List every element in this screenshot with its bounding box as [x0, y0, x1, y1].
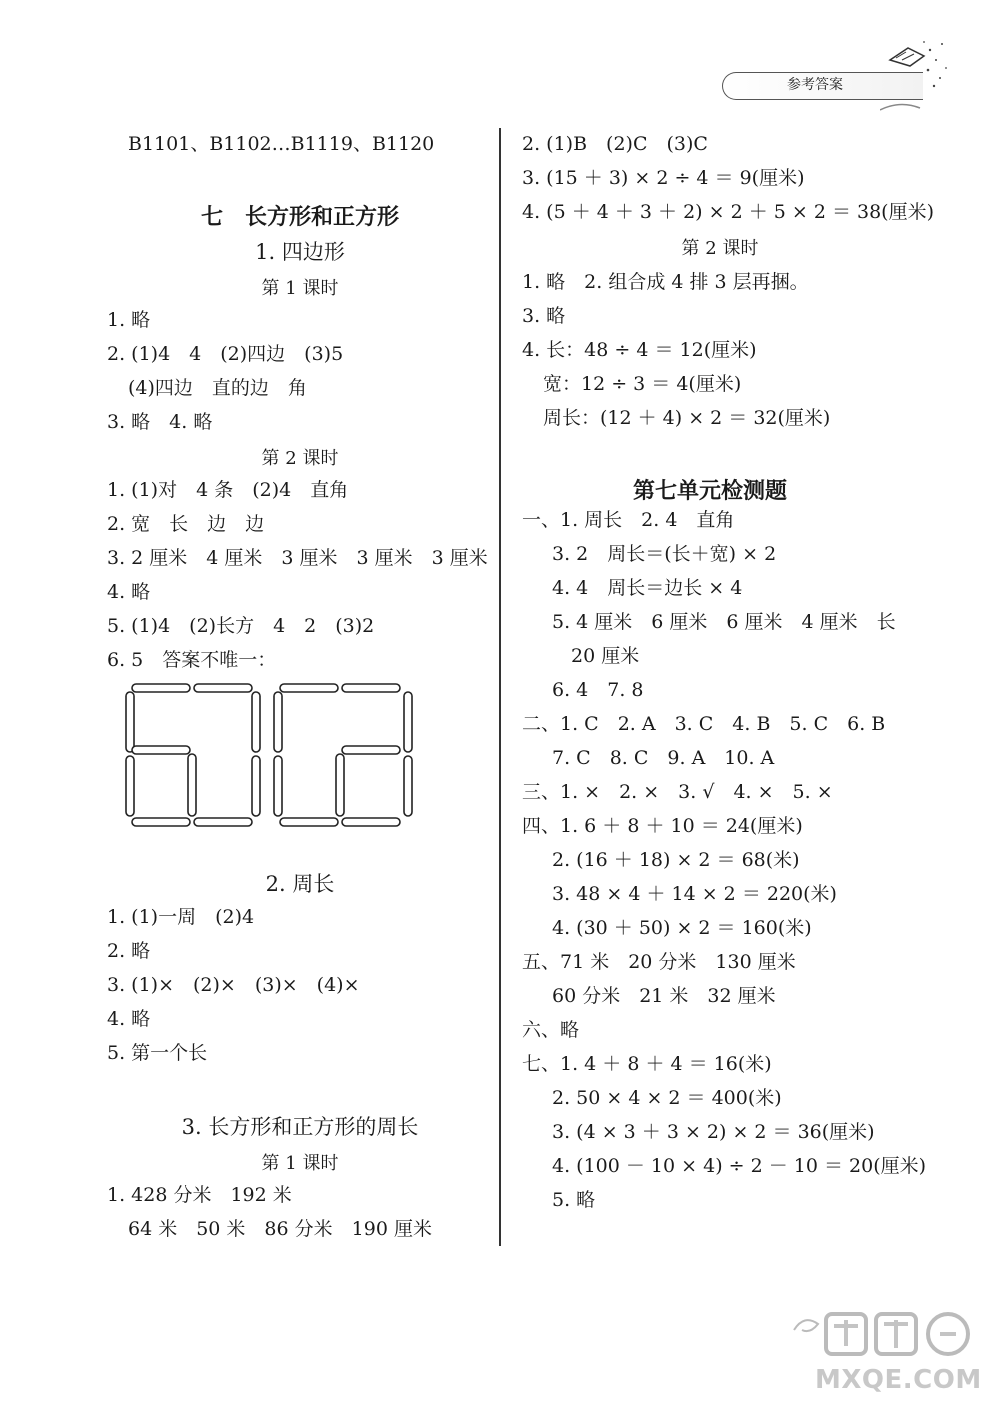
answer-line: 4. (30 ＋ 50) × 2 ＝ 160(米)	[552, 917, 812, 939]
watermark-logo	[790, 1300, 980, 1362]
answer-line: 6. 5 答案不唯一：	[107, 649, 277, 671]
answer-line: 3. 2 周长＝(长＋宽) × 2	[552, 543, 777, 565]
header-label: 参考答案	[787, 77, 843, 93]
answer-line: 4. 4 周长＝边长 × 4	[552, 577, 743, 599]
answer-line: 5. (1)4 (2)长方 4 2 (3)2	[107, 615, 375, 637]
answer-line: 4. 略	[107, 581, 151, 603]
answer-line: 4. (5 ＋ 4 ＋ 3 ＋ 2) × 2 ＋ 5 × 2 ＝ 38(厘米)	[522, 201, 935, 223]
answer-line: 60 分米 21 米 32 厘米	[552, 985, 776, 1007]
answer-line: 3. (1)× (2)× (3)× (4)×	[107, 974, 360, 996]
section-1-title: 1. 四边形	[255, 240, 345, 264]
answer-line: 4. 长：48 ÷ 4 ＝ 12(厘米)	[522, 339, 757, 361]
answer-line: 宽：12 ÷ 3 ＝ 4(厘米)	[543, 373, 742, 395]
right-lesson-2: 第 2 课时	[681, 238, 759, 259]
section-2-title: 2. 周长	[265, 872, 335, 896]
answer-line: 四、1. 6 ＋ 8 ＋ 10 ＝ 24(厘米)	[522, 815, 803, 837]
answer-line: 2. 50 × 4 × 2 ＝ 400(米)	[552, 1087, 782, 1109]
answer-line: 2. 略	[107, 940, 151, 962]
unit-test-title: 第七单元检测题	[632, 478, 787, 504]
section-3-title: 3. 长方形和正方形的周长	[181, 1115, 419, 1139]
section-3-lesson-1: 第 1 课时	[261, 1153, 339, 1174]
answer-line: 1. (1)对 4 条 (2)4 直角	[107, 479, 349, 501]
section-1-lesson-1: 第 1 课时	[261, 278, 339, 299]
answer-line: 20 厘米	[571, 645, 640, 667]
answer-line: 2. 宽 长 边 边	[107, 513, 265, 535]
answer-line: 七、1. 4 ＋ 8 ＋ 4 ＝ 16(米)	[522, 1053, 772, 1075]
watermark-text: MXQE.COM	[815, 1365, 982, 1395]
answer-line: 3. 略	[522, 305, 566, 327]
answer-line: 1. 略 2. 组合成 4 排 3 层再捆。	[522, 271, 809, 293]
answer-line: 2. (16 ＋ 18) × 2 ＝ 68(米)	[552, 849, 800, 871]
chapter-title: 七 长方形和正方形	[200, 204, 399, 230]
answer-line: 一、1. 周长 2. 4 直角	[522, 509, 735, 531]
answer-line: 3. 48 × 4 ＋ 14 × 2 ＝ 220(米)	[552, 883, 837, 905]
answer-line: 4. 略	[107, 1008, 151, 1030]
answer-line: 1. (1)一周 (2)4	[107, 906, 255, 928]
answer-line: 二、1. C 2. A 3. C 4. B 5. C 6. B	[522, 713, 886, 735]
answer-line: 2. (1)4 4 (2)四边 (3)5	[107, 343, 344, 365]
answer-line: 3. 2 厘米 4 厘米 3 厘米 3 厘米 3 厘米	[107, 547, 488, 569]
answer-line: 2. (1)B (2)C (3)C	[522, 133, 708, 155]
answer-line: 5. 4 厘米 6 厘米 6 厘米 4 厘米 长	[552, 611, 896, 633]
answer-line: 64 米 50 米 86 分米 190 厘米	[128, 1218, 432, 1240]
answer-line: 6. 4 7. 8	[552, 679, 644, 701]
answer-line: 1. 428 分米 192 米	[107, 1184, 292, 1206]
answer-line: 3. (15 ＋ 3) × 2 ÷ 4 ＝ 9(厘米)	[522, 167, 805, 189]
left-top-line: B1101、B1102…B1119、B1120	[128, 133, 435, 155]
answer-line: 1. 略	[107, 309, 151, 331]
answer-line: 六、略	[522, 1019, 580, 1041]
answer-line: 周长：(12 ＋ 4) × 2 ＝ 32(厘米)	[543, 407, 831, 429]
answer-line: 7. C 8. C 9. A 10. A	[552, 747, 775, 769]
answer-line: (4)四边 直的边 角	[128, 377, 307, 399]
answer-line: 3. 略 4. 略	[107, 411, 213, 433]
answer-line: 三、1. × 2. × 3. √ 4. × 5. ×	[522, 781, 833, 803]
section-1-lesson-2: 第 2 课时	[261, 448, 339, 469]
answer-line: 5. 第一个长	[107, 1042, 208, 1064]
answer-line: 4. (100 － 10 × 4) ÷ 2 － 10 ＝ 20(厘米)	[552, 1155, 927, 1177]
answer-line: 五、71 米 20 分米 130 厘米	[522, 951, 796, 973]
matchstick-figures	[120, 678, 420, 830]
answer-line: 3. (4 × 3 ＋ 3 × 2) × 2 ＝ 36(厘米)	[552, 1121, 875, 1143]
answer-line: 5. 略	[552, 1189, 596, 1211]
